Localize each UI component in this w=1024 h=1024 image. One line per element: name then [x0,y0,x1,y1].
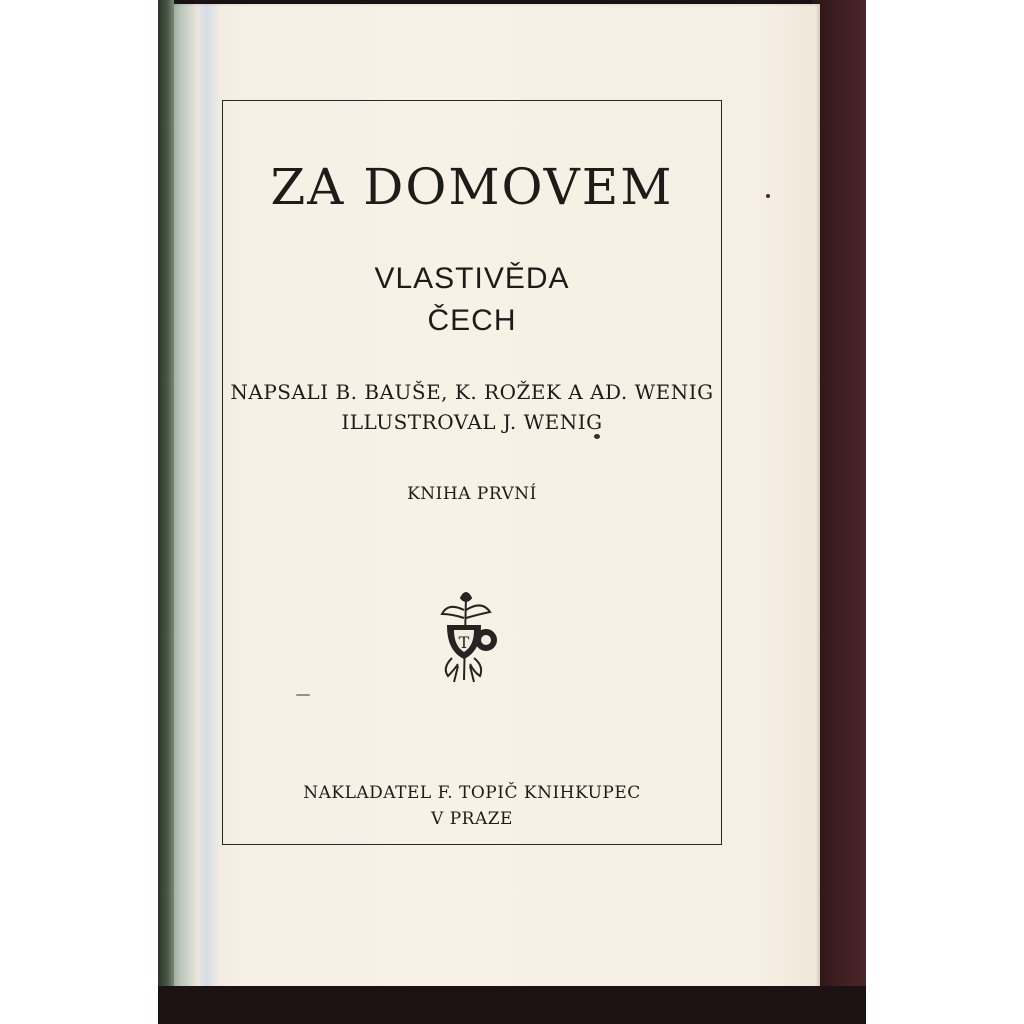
authors-block [222,377,722,437]
paper-speck [766,194,770,198]
book-gutter [158,0,174,990]
book-cover-bottom-edge [158,986,866,1024]
subtitle-line-2: ČECH [427,304,517,337]
illustrator-line: ILLUSTROVAL J. WENIG [341,410,603,434]
authors-line: NAPSALI B. BAUŠE, K. ROŽEK A AD. WENIG [230,380,714,404]
volume-label: KNIHA PRVNÍ [407,484,537,504]
book-cover-right-edge [812,0,866,1024]
paper-speck [296,694,310,696]
publisher-emblem-icon [428,588,508,688]
publisher-block [222,780,722,832]
paper-speck [594,434,600,439]
book-title: ZA DOMOVEM [270,158,674,216]
svg-text:T: T [458,633,470,652]
book-subtitle [222,258,722,342]
publisher-line: NAKLADATEL F. TOPIČ KNIHKUPEC [303,783,641,803]
subtitle-line-1: VLASTIVĚDA [374,262,570,295]
publisher-city: V PRAZE [431,809,513,829]
